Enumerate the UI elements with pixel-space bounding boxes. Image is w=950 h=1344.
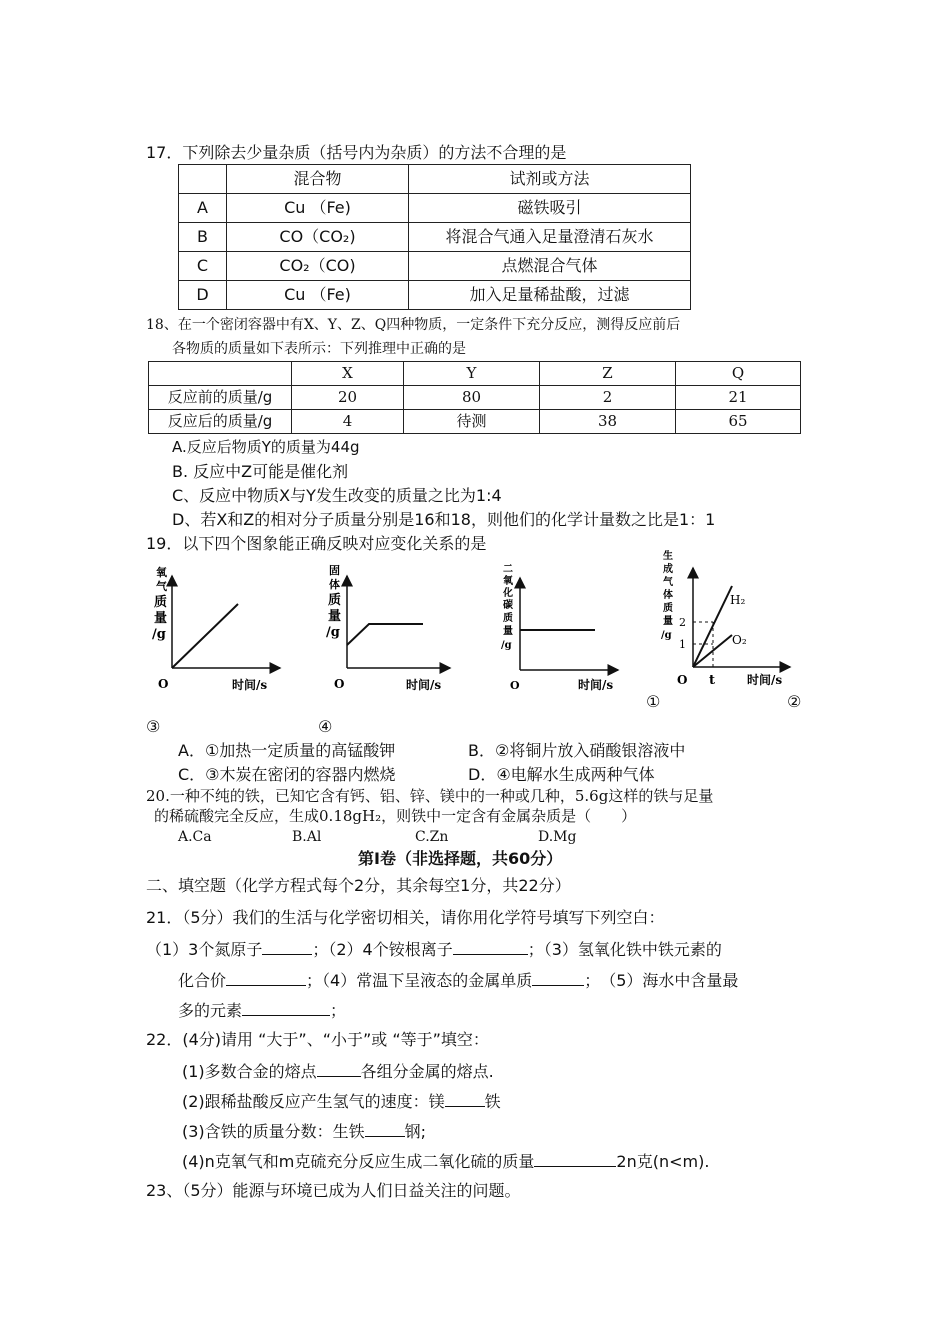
table-cell: 待测 [404, 410, 540, 434]
q21-part1: （1）3个氮原子 [146, 940, 263, 959]
graph-1-ylabel-4: 量 [154, 611, 168, 626]
graph-3-ylabel-7: /g [501, 640, 512, 651]
graph-4-ylabel-7: /g [661, 630, 672, 641]
q17-title: 17．下列除去少量杂质（括号内为杂质）的方法不合理的是 [146, 143, 567, 162]
q21-part3: ；（3）氢氧化铁中铁元素的 [527, 940, 722, 959]
q18-table [148, 361, 801, 434]
table-cell: 65 [676, 410, 801, 434]
table-cell: Cu （Fe) [227, 194, 409, 223]
answer-blank[interactable] [453, 940, 528, 955]
graph-3-ylabel-1: 二 [503, 564, 513, 575]
graph-4-ylabel-3: 气 [663, 577, 673, 588]
q20-line2: 的稀硫酸完全反应，生成0.18gH₂，则铁中一定含有金属杂质是（ ） [154, 807, 637, 825]
graph-4-ylabel-4: 体 [663, 590, 673, 601]
graph-4-origin: O [677, 673, 688, 687]
q19-option-d: D．④电解水生成两种气体 [468, 765, 655, 784]
table-cell: Z [540, 362, 676, 386]
q19-option-c: C．③木炭在密闭的容器内燃烧 [178, 765, 396, 784]
q22-item-3-tail: 钢; [404, 1122, 427, 1141]
table-cell: C [179, 252, 227, 281]
q22-item-1-text: (1)多数合金的熔点 [182, 1062, 317, 1081]
table-row [149, 386, 801, 410]
graph-marker-2: ② [787, 692, 802, 711]
graph-1-curve [172, 604, 238, 668]
q22-item-3 [182, 1122, 426, 1140]
graph-2-ylabel-4: 量 [328, 609, 342, 624]
graph-marker-4: ④ [318, 717, 333, 736]
graph-3-ylabel-2: 氧 [503, 576, 513, 587]
answer-blank[interactable] [242, 1001, 330, 1016]
graph-3-xlabel: 时间/s [578, 678, 614, 692]
table-cell: 磁铁吸引 [409, 194, 691, 223]
graph-2-origin: O [334, 677, 345, 691]
table-cell: 点燃混合气体 [409, 252, 691, 281]
answer-blank[interactable] [262, 940, 312, 955]
graph-2-ylabel-5: /g [326, 625, 340, 640]
q21-line3 [178, 1001, 346, 1019]
graph-1-ylabel-5: /g [152, 627, 166, 642]
answer-blank[interactable] [534, 1152, 616, 1167]
graph-4-ylabel-6: 量 [663, 616, 673, 627]
graph-4-t-label: t [709, 673, 716, 688]
q18-line1: 18、在一个密闭容器中有X、Y、Z、Q四种物质，一定条件下充分反应，测得反应前后 [146, 317, 681, 333]
q20-option-b: B.Al [292, 829, 322, 845]
q22-item-2 [182, 1092, 501, 1110]
table-row [179, 194, 691, 223]
answer-blank[interactable] [445, 1092, 485, 1107]
q21-intro: 21．（5分）我们的生活与化学密切相关，请你用化学符号填写下列空白： [146, 908, 665, 927]
graph-4-ylabel-1: 生 [663, 551, 673, 562]
q21-part2: ；（2）4个铵根离子 [312, 940, 453, 959]
graph-2-xlabel: 时间/s [406, 678, 442, 692]
table-cell: Q [676, 362, 801, 386]
graph-2 [326, 563, 450, 692]
table-row [179, 223, 691, 252]
q17-table [178, 164, 691, 310]
section-title: 二、填空题（化学方程式每个2分，其余每空1分，共22分） [146, 876, 571, 895]
table-cell: D [179, 281, 227, 310]
table-cell: 21 [676, 386, 801, 410]
graph-3-ylabel-5: 质 [503, 613, 513, 624]
table-cell: 80 [404, 386, 540, 410]
table-cell: 试剂或方法 [409, 165, 691, 194]
q22-intro: 22．(4分)请用 “大于”、“小于”或 “等于”填空： [146, 1030, 489, 1049]
q22-item-4 [182, 1152, 709, 1170]
graph-4-o2-line [693, 635, 732, 667]
q21-part4: 化合价 [178, 971, 227, 990]
graph-2-curve [347, 624, 423, 645]
graph-4-xlabel: 时间/s [747, 673, 783, 687]
q21-line1 [146, 940, 722, 958]
table-cell: 反应后的质量/g [149, 410, 292, 434]
q22-item-4-tail: 2n克(n<m). [616, 1152, 710, 1171]
table-cell: CO（CO₂) [227, 223, 409, 252]
table-row [179, 281, 691, 310]
q21-part7: 多的元素 [178, 1001, 243, 1020]
table-cell: 混合物 [227, 165, 409, 194]
table-row [149, 410, 801, 434]
graph-1 [152, 565, 280, 692]
graph-2-ylabel-1: 固 [329, 564, 340, 577]
q21-line2 [178, 971, 738, 989]
graph-4-ylabel-2: 成 [663, 564, 673, 575]
answer-blank[interactable] [365, 1122, 405, 1137]
table-cell: 20 [292, 386, 404, 410]
answer-blank[interactable] [532, 971, 584, 986]
table-cell: 反应前的质量/g [149, 386, 292, 410]
graph-4-h2-label: H₂ [730, 593, 746, 607]
table-cell: Y [404, 362, 540, 386]
table-cell: 38 [540, 410, 676, 434]
table-cell: 2 [540, 386, 676, 410]
q18-option-d: D、若X和Z的相对分子质量分别是16和18，则他们的化学计量数之比是1：1 [172, 510, 716, 529]
q22-item-1 [182, 1062, 494, 1080]
table-cell [179, 165, 227, 194]
q20-option-d: D.Mg [538, 829, 577, 845]
graph-3-ylabel-6: 量 [503, 626, 513, 637]
q20-option-a: A.Ca [178, 829, 212, 845]
table-cell: X [292, 362, 404, 386]
q21-part6: ； （5）海水中含量最 [584, 971, 739, 990]
graph-2-ylabel-2: 体 [329, 578, 340, 591]
table-cell: Cu （Fe) [227, 281, 409, 310]
q22-item-2-text: (2)跟稀盐酸反应产生氢气的速度：镁 [182, 1092, 445, 1111]
q22-item-2-tail: 铁 [484, 1092, 501, 1111]
q20-line1: 20.一种不纯的铁，已知它含有钙、铝、锌、镁中的一种或几种，5.6g这样的铁与足量 [146, 787, 714, 805]
q23-intro: 23、（5分）能源与环境已成为人们日益关注的问题。 [146, 1181, 521, 1200]
table-cell [149, 362, 292, 386]
table-cell: 4 [292, 410, 404, 434]
q19-option-a: A．①加热一定质量的高锰酸钾 [178, 741, 396, 760]
table-row [179, 252, 691, 281]
q22-item-1-tail: 各组分金属的熔点. [360, 1062, 494, 1081]
q22-item-4-text: (4)n克氧气和m克硫充分反应生成二氧化硫的质量 [182, 1152, 535, 1171]
table-header-row [149, 362, 801, 386]
q18-line2: 各物质的质量如下表所示：下列推理中正确的是 [172, 341, 466, 357]
graph-4-ylabel-5: 质 [663, 603, 673, 614]
q20-option-c: C.Zn [415, 829, 449, 845]
graph-2-ylabel-3: 质 [328, 593, 342, 608]
table-cell: 将混合气通入足量澄清石灰水 [409, 223, 691, 252]
graph-1-ylabel-1: 氧 [156, 566, 167, 579]
q21-part8: ； [330, 1001, 347, 1020]
q18-option-b: B. 反应中Z可能是催化剂 [172, 462, 349, 481]
q19-title: 19．以下四个图象能正确反映对应变化关系的是 [146, 534, 487, 553]
graph-4-tick-2: 2 [679, 616, 686, 629]
answer-blank[interactable] [226, 971, 306, 986]
graph-3-origin: O [510, 679, 520, 692]
graph-3-ylabel-3: 化 [503, 588, 513, 599]
graph-1-ylabel-3: 质 [154, 595, 168, 610]
q19-option-b: B．②将铜片放入硝酸银溶液中 [468, 741, 686, 760]
graph-marker-1: ① [646, 692, 661, 711]
part2-title: 第Ⅰ卷（非选择题，共60分） [358, 849, 563, 868]
table-cell: B [179, 223, 227, 252]
q22-item-3-text: (3)含铁的质量分数：生铁 [182, 1122, 365, 1141]
table-cell: 加入足量稀盐酸，过滤 [409, 281, 691, 310]
q18-option-c: C、反应中物质X与Y发生改变的质量之比为1:4 [172, 486, 502, 505]
answer-blank[interactable] [317, 1062, 361, 1077]
q18-option-a: A.反应后物质Y的质量为44g [172, 438, 360, 456]
graph-3 [501, 563, 618, 692]
graph-4 [661, 550, 790, 688]
q19-graphs [140, 550, 820, 720]
graph-1-xlabel: 时间/s [232, 678, 268, 692]
graph-1-origin: O [158, 677, 169, 691]
graph-4-tick-1: 1 [679, 638, 686, 651]
table-cell: A [179, 194, 227, 223]
graph-3-ylabel-4: 碳 [503, 600, 513, 611]
graph-marker-3: ③ [146, 717, 161, 736]
table-header-row [179, 165, 691, 194]
q21-part5: ；（4）常温下呈液态的金属单质 [306, 971, 533, 990]
graph-1-ylabel-2: 气 [156, 580, 167, 593]
graph-4-o2-label: O₂ [732, 633, 747, 647]
table-cell: CO₂（CO) [227, 252, 409, 281]
